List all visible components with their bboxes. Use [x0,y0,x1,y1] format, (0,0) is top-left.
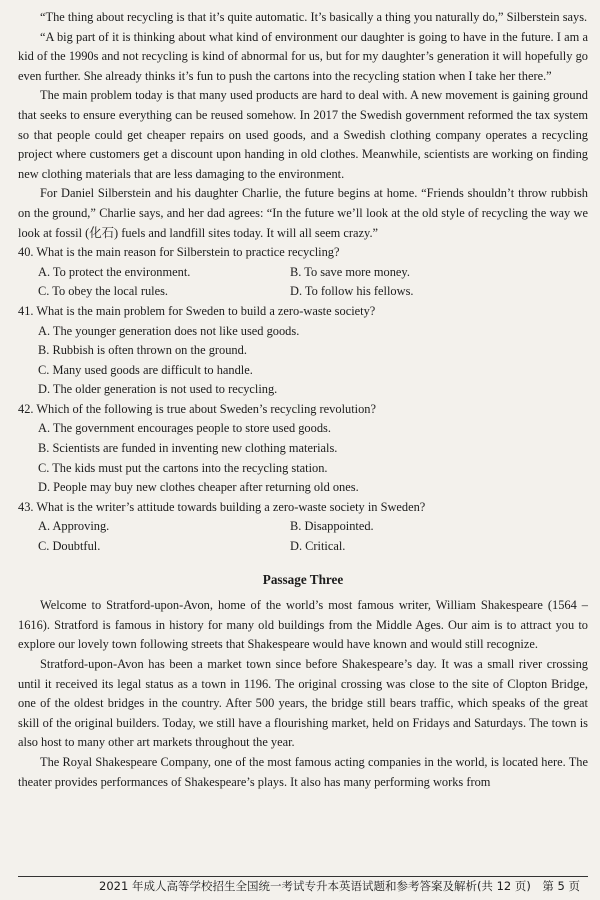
option-c: C. The kids must put the cartons into the recycling station. [38,460,328,475]
options-row [18,263,588,283]
question-stem: 43. What is the writer’s attitude towards building a zero-waste society in Sweden? [18,499,426,514]
option-c: C. Doubtful. [38,539,101,554]
question-stem: 40. What is the main reason for Silberstein to practice recycling? [18,245,340,260]
option-d: D. Critical. [290,539,346,554]
option-a: A. The government encourages people to store used goods. [38,421,331,436]
option-a: A. Approving. [38,519,110,534]
question-42 [18,400,588,498]
paragraph: The Royal Shakespeare Company, one of the most famous acting companies in the world, is located here. The theater provides performances of Shakespeare’s plays. It also has many performing works from [18,754,588,789]
options-row [18,282,588,302]
question-43 [18,498,588,557]
option-d: D. The older generation is not used to recycling. [38,382,278,397]
paragraph: “A big part of it is thinking about what kind of environment our daughter is going to have in the future. I am a kid of the 1990s and not recycling is kind of abnormal for us, but for my daughter’s generation it will hopefully go even further. She already thinks it’s fun to push the cartons into the recycling station when I take her there.” [18,29,588,83]
paragraph: The main problem today is that many used products are hard to deal with. A new movement is gaining ground that seeks to ensure everything can be reused somehow. In 2017 the Swedish government reformed the tax system so that people could get cheaper repairs on used goods, and a Swedish clothing company operates a recycling project where customers get a discount upon handing in old clothes. Meanwhile, scientists are working on finding new clothing materials that are less damaging to the environment. [18,88,588,181]
option-b: B. Disappointed. [290,519,374,534]
option-c: C. Many used goods are difficult to handle. [38,362,253,377]
options-row [18,537,588,557]
option-c: C. To obey the local rules. [38,284,169,299]
option-a: A. The younger generation does not like used goods. [38,323,300,338]
option-b: B. Scientists are funded in inventing new clothing materials. [38,441,338,456]
question-41 [18,302,588,400]
passage-title: Passage Three [262,571,344,587]
page-footer: 2021 年成人高等学校招生全国统一考试专升本英语试题和参考答案及解析(共 12 页) 第 5 页 [18,876,588,894]
paragraph: Stratford-upon-Avon has been a market town since before Shakespeare’s day. It was a small river crossing until it received its legal status as a town in 1196. The original crossing was close to the site of Clopton Bridge, one of the oldest bridges in the country. After 500 years, the bridge still bears traffic, which speaks of the great skill of the original builders. Today, we still have a flourishing market, held on Fridays and Saturdays. The town is also host to many other art markets throughout the year. [18,657,588,750]
question-40 [18,243,588,302]
question-stem: 41. What is the main problem for Sweden to build a zero-waste society? [18,303,376,318]
option-d: D. People may buy new clothes cheaper after returning old ones. [38,480,359,495]
paragraph: “The thing about recycling is that it’s quite automatic. It’s basically a thing you naturally do,” Silberstein says. [40,10,588,24]
page-content [18,8,588,792]
option-a: A. To protect the environment. [38,264,191,279]
option-b: B. Rubbish is often thrown on the ground. [38,343,247,358]
option-d: D. To follow his fellows. [290,284,414,299]
paragraph: For Daniel Silberstein and his daughter Charlie, the future begins at home. “Friends shouldn’t throw rubbish on the ground,” Charlie says, and her dad agrees: “In the future we’ll look at the old style of recycling the way we look at fossil (化石) fuels and landfill sites today. It will all seem crazy.” [18,186,588,240]
paragraph: Welcome to Stratford-upon-Avon, home of the world’s most famous writer, William Shakespeare (1564 – 1616). Stratford is famous in history for many old buildings from the Middle Ages. Our aim is to attract you to explore our lovely town following streets that Shakespeare would have known and would still recognize. [18,598,588,652]
option-b: B. To save more money. [290,264,410,279]
question-stem: 42. Which of the following is true about Sweden’s recycling revolution? [18,401,376,416]
options-row [18,517,588,537]
